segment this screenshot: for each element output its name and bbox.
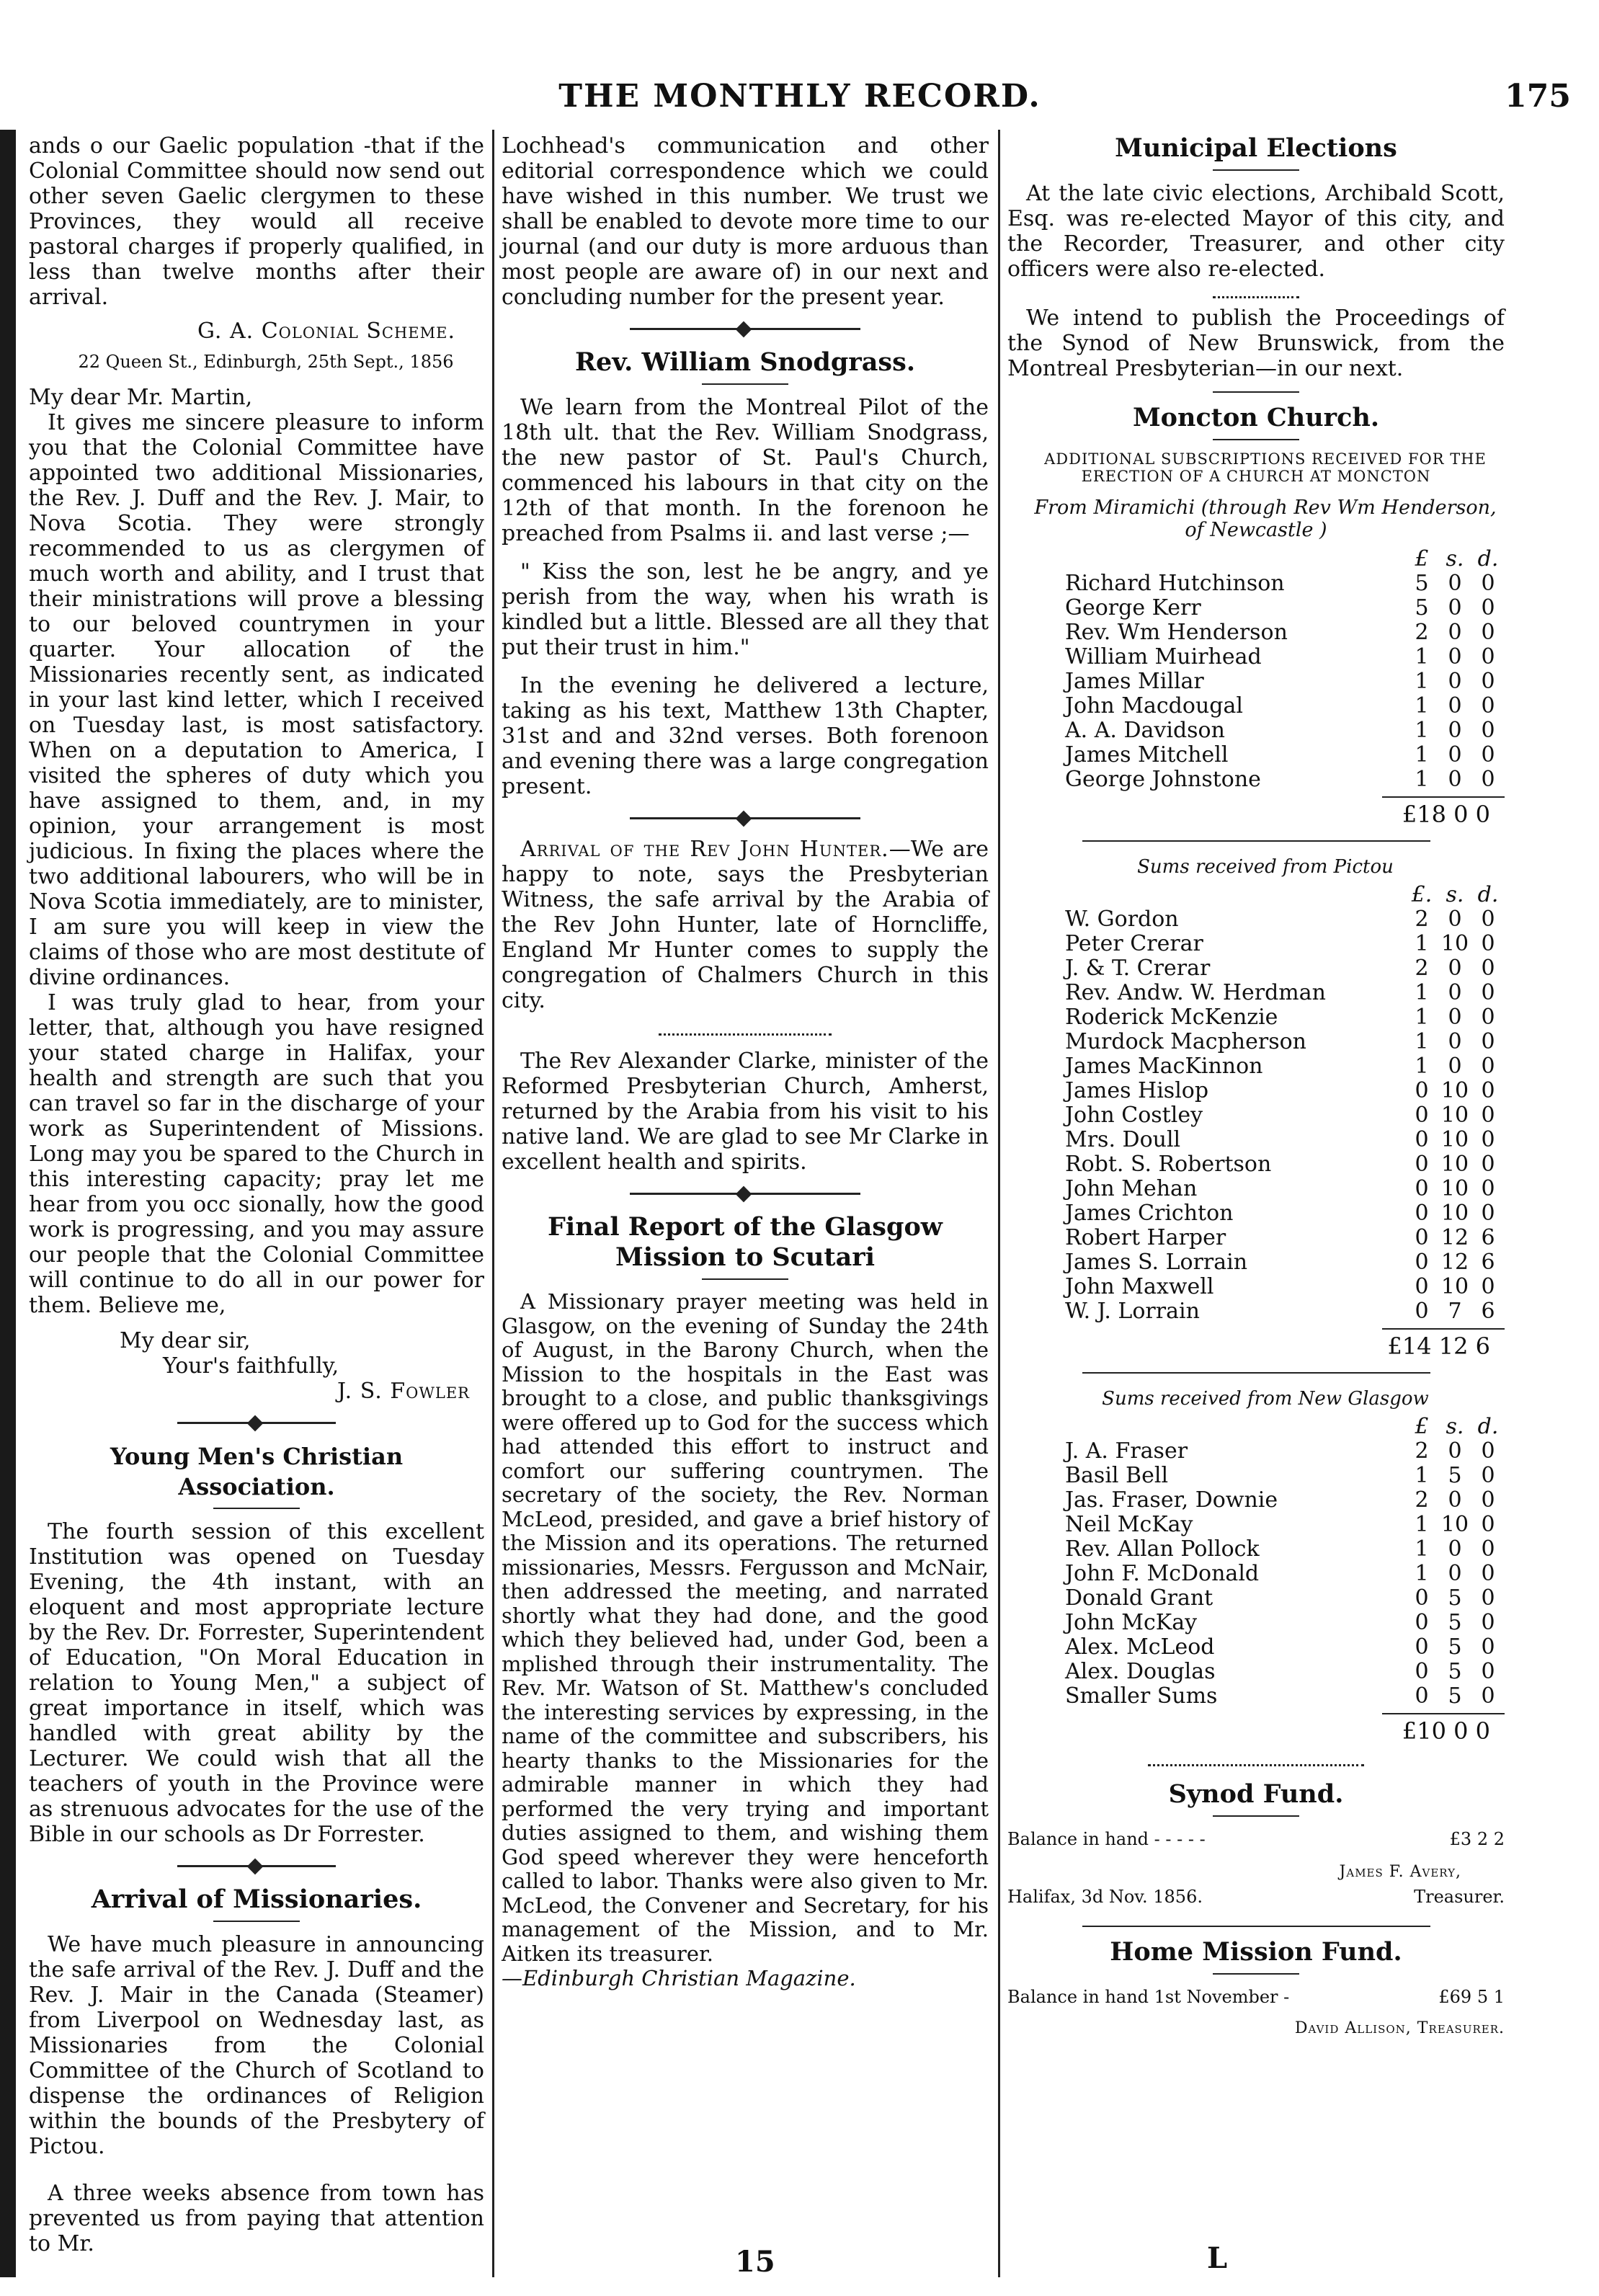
subscription-row (1007, 596, 1505, 620)
subscriber-name: Richard Hutchinson (1065, 571, 1285, 596)
subscription-row (1007, 1128, 1505, 1152)
pounds: 2 (1415, 1438, 1429, 1464)
subscriber-name: W. Gordon (1065, 907, 1179, 932)
letter-signature: J. S. Fowler (337, 1379, 470, 1404)
column-rule-1 (492, 130, 494, 2277)
shillings: 0 (1448, 595, 1462, 620)
pence: 0 (1481, 669, 1495, 694)
synod-fund-heading: Synod Fund. (1168, 1779, 1344, 1809)
subscriber-name: Neil McKay (1065, 1512, 1193, 1537)
subscription-row (1007, 1464, 1505, 1488)
subscriber-name: Roderick McKenzie (1065, 1005, 1278, 1030)
subscriber-name: Alex. Douglas (1065, 1659, 1216, 1684)
letter-closing: Your's faithfully, (163, 1353, 339, 1379)
subscription-row (1007, 1152, 1505, 1177)
pounds: 0 (1415, 1659, 1429, 1684)
pounds: 2 (1415, 620, 1429, 645)
ymca-text: The fourth session of this excellent Institution was opened on Tuesday Evening, the 4th instant, with an eloquent and most appropriate lecture by the Rev. Dr. Forrester, Superintendent of Education, "On Moral Education in relation to Young Men," a subject of great importance in itself, which was handled with great ability by the Lecturer. We could wish that all the teachers of youth in the Province were as strenuous advocates for the use of the Bible in our schools as Dr Forrester. (29, 1519, 484, 1847)
synod-note: We intend to publish the Proceedings of the Synod of New Brunswick, from the Montreal Presbyterian—in our next. (1007, 306, 1505, 381)
shillings: 0 (1448, 1054, 1462, 1079)
pence: 0 (1481, 1561, 1495, 1586)
shillings: 0 (1448, 1561, 1462, 1586)
pounds: 0 (1415, 1683, 1429, 1709)
pounds: 0 (1415, 1103, 1429, 1128)
subscription-row (1007, 1611, 1505, 1635)
moncton-heading: Moncton Church. (1132, 403, 1380, 432)
pounds: 0 (1415, 1634, 1429, 1660)
pictou-subscriptions (1007, 883, 1505, 1324)
miramichi-total: £18 0 0 (1402, 801, 1490, 828)
pence: 0 (1481, 718, 1495, 743)
new-glasgow-heading: Sums received from New Glasgow (1102, 1388, 1429, 1410)
subscriber-name: Peter Crerar (1065, 931, 1203, 956)
subscriber-name: Basil Bell (1065, 1463, 1169, 1488)
pounds: 1 (1415, 980, 1429, 1005)
pence: 0 (1481, 1152, 1495, 1177)
pence: 0 (1481, 1103, 1495, 1128)
letter-paragraph: It gives me sincere pleasure to inform you that the Colonial Committee have appointed two additional Missionaries, the Rev. J. Duff and the Rev. J. Mair, to Nova Scotia. They were strongly recommended to us as clergymen of much worth and ability, and I trust that their ministrations will prove a blessing to our beloved countrymen in your quarter. Your allocation of the Missionaries recently sent, as indicated in your last kind letter, which I received on Tuesday last, is most satisfactory. When on a deputation to America, I visited the spheres of duty which you have assigned to them, and, in my opinion, your arrangement is most judicious. In fixing the places where the two additional labourers, who will be in Nova Scotia immediately, are to minister, I am sure you will keep in view the claims of those who are most destitute of divine ordinances. (29, 410, 484, 990)
home-mission-balance (1007, 1985, 1505, 2010)
pounds: 0 (1415, 1274, 1429, 1299)
column-2 (502, 133, 989, 1991)
pence: 0 (1481, 931, 1495, 956)
subscriber-name: J. & T. Crerar (1065, 956, 1211, 981)
money-header-row (1007, 1415, 1505, 1439)
shillings: 0 (1448, 1029, 1462, 1054)
page-number: 175 (1505, 78, 1571, 115)
pounds: 1 (1415, 1029, 1429, 1054)
subscription-row (1007, 571, 1505, 596)
letter-place-date: 22 Queen St., Edinburgh, 25th Sept., 1856 (78, 352, 454, 372)
municipal-text: At the late civic elections, Archibald Scott, Esq. was re-elected Mayor of this city, and the Recorder, Treasurer, and other city officers were also re-elected. (1007, 181, 1505, 282)
letter-salutation: My dear Mr. Martin, (29, 385, 253, 410)
letter-closing: My dear sir, (120, 1328, 251, 1353)
pounds: 1 (1415, 742, 1429, 767)
pence: 0 (1481, 1536, 1495, 1562)
money-header: s. (1446, 1414, 1464, 1439)
subscriber-name: George Kerr (1065, 595, 1201, 620)
subscriber-name: George Johnstone (1065, 767, 1261, 792)
money-header-blank (1007, 1415, 1405, 1439)
section-separator (630, 1188, 860, 1199)
subscription-row (1007, 907, 1505, 932)
shillings: 10 (1440, 1078, 1469, 1103)
subscriber-name: John Macdougal (1065, 693, 1243, 718)
pence: 0 (1481, 1659, 1495, 1684)
shillings: 5 (1448, 1610, 1462, 1635)
subscriber-name: Jas. Fraser, Downie (1065, 1487, 1278, 1513)
money-header: £ (1415, 546, 1429, 571)
shillings: 0 (1448, 956, 1462, 981)
pence: 0 (1481, 1078, 1495, 1103)
snodgrass-quote: " Kiss the son, lest he be angry, and ye perish from the way, when his wrath is kindled but a little. Blessed are all they that put their trust in him." (502, 559, 989, 660)
synod-fund-balance (1007, 1827, 1505, 1852)
binding-edge (0, 130, 16, 2277)
column-rule-2 (998, 130, 1000, 2277)
shillings: 0 (1448, 742, 1462, 767)
pounds: 0 (1415, 1152, 1429, 1177)
shillings: 0 (1448, 1438, 1462, 1464)
section-separator (1213, 289, 1299, 298)
subscriber-name: James Crichton (1065, 1201, 1234, 1226)
pounds: 5 (1415, 571, 1429, 596)
shillings: 0 (1448, 1005, 1462, 1030)
subscriber-name: John Maxwell (1065, 1274, 1214, 1299)
money-header-row (1007, 883, 1505, 907)
section-separator (1148, 1757, 1364, 1766)
subscription-row (1007, 694, 1505, 718)
subscriber-name: James Millar (1065, 669, 1204, 694)
subscription-row (1007, 1488, 1505, 1513)
pence: 0 (1481, 1438, 1495, 1464)
pounds: 1 (1415, 1561, 1429, 1586)
subscriber-name: Smaller Sums (1065, 1683, 1218, 1709)
subscriber-name: John F. McDonald (1065, 1561, 1260, 1586)
pounds: 0 (1415, 1201, 1429, 1226)
pence: 0 (1481, 1005, 1495, 1030)
pounds: 0 (1415, 1585, 1429, 1611)
subscription-row (1007, 1299, 1505, 1324)
subscription-row (1007, 1660, 1505, 1684)
pence: 6 (1481, 1299, 1495, 1324)
pence: 0 (1481, 742, 1495, 767)
shillings: 0 (1448, 571, 1462, 596)
hunter-body: —We are happy to note, says the Presbyterian Witness, the safe arrival by the Arabia of the Rev John Hunter, late of Horncliffe, England Mr Hunter comes to supply the congregation of Chalmers Church in this city. (502, 837, 989, 1013)
column-1 (29, 133, 484, 2256)
subscriber-name: John McKay (1065, 1610, 1198, 1635)
subscription-row (1007, 718, 1505, 743)
money-header: d. (1477, 882, 1499, 907)
pence: 0 (1481, 571, 1495, 596)
home-mission-signer: David Allison, Treasurer. (1294, 2019, 1505, 2037)
shillings: 10 (1440, 1152, 1469, 1177)
shillings: 10 (1440, 1201, 1469, 1226)
heading-rule (1213, 439, 1299, 440)
section-separator (659, 1026, 832, 1036)
heading-rule (702, 383, 788, 385)
total-rule (1382, 1713, 1505, 1714)
heading-rule (1213, 1973, 1299, 1975)
shillings: 10 (1440, 1274, 1469, 1299)
subscription-row (1007, 669, 1505, 694)
shillings: 10 (1440, 931, 1469, 956)
pounds: 0 (1415, 1225, 1429, 1250)
synod-signer-role: Treasurer. (1414, 1887, 1505, 1907)
pounds: 2 (1415, 907, 1429, 932)
subscription-row (1007, 1537, 1505, 1562)
section-separator (177, 1860, 336, 1872)
shillings: 0 (1448, 1536, 1462, 1562)
subscription-row (1007, 1250, 1505, 1275)
pounds: 0 (1415, 1610, 1429, 1635)
synod-signer: James F. Avery, (1339, 1863, 1461, 1881)
moncton-subheading: ADDITIONAL SUBSCRIPTIONS RECEIVED FOR THE ERECTION OF A CHURCH AT MONCTON (1044, 450, 1487, 485)
subscription-row (1007, 932, 1505, 956)
subscriber-name: W. J. Lorrain (1065, 1299, 1200, 1324)
subscription-row (1007, 620, 1505, 645)
subscription-row (1007, 1439, 1505, 1464)
new-glasgow-subscriptions (1007, 1415, 1505, 1709)
clarke-text: The Rev Alexander Clarke, minister of the Reformed Presbyterian Church, Amherst, returned by the Arabia from his visit to his native land. We are glad to see Mr Clarke in excellent health and spirits. (502, 1049, 989, 1175)
synod-place-date: Halifax, 3d Nov. 1856. (1007, 1887, 1203, 1907)
hunter-lead: Arrival of the Rev John Hunter. (520, 837, 889, 862)
pence: 0 (1481, 907, 1495, 932)
heading-rule (213, 1921, 300, 1922)
pounds: 0 (1415, 1078, 1429, 1103)
column-3 (1007, 133, 1505, 2041)
glasgow-mission-source: —Edinburgh Christian Magazine. (502, 1966, 856, 1990)
pictou-heading: Sums received from Pictou (1137, 856, 1394, 878)
section-separator (1213, 391, 1299, 393)
shillings: 0 (1448, 693, 1462, 718)
pence: 0 (1481, 595, 1495, 620)
section-separator (1082, 1372, 1430, 1374)
pence: 0 (1481, 1054, 1495, 1079)
glasgow-mission-text: A Missionary prayer meeting was held in Glasgow, on the evening of Sunday the 24th of August, in the Barony Church, when the Mission to the hospitals in the East was brought to a close, and public thanksgivings were offered up to God for the success which had attended this effort to instruct and comfort our suffering countrymen. The secretary of the society, the Rev. Norman McLeod, presided, and gave a brief history of the Mission and its operations. The returned missionaries, Messrs. Fergusson and McNair, then addressed the meeting, and narrated shortly what they had done, and the good which they believed had, under God, been a mplished through their instrumentality. The Rev. Mr. Watson of St. Matthew's concluded the interesting services by expressing, in the name of the committee and subscribers, his hearty thanks to the Missionaries for the admirable manner in which they had performed the very trying and important duties assigned to them, and wishing them God speed wherever they were henceforth called to labor. Thanks were also given to Mr. McLeod, the Convener and Secretary, for his management of the Mission, and to Mr. Aitken its treasurer. (502, 1289, 989, 1966)
subscriber-name: John Mehan (1065, 1176, 1198, 1201)
pounds: 1 (1415, 693, 1429, 718)
letter-signature-scheme: G. A. Colonial Scheme. (197, 319, 455, 344)
new-glasgow-total: £10 0 0 (1402, 1717, 1490, 1745)
pence: 0 (1481, 1683, 1495, 1709)
subscriber-name: Donald Grant (1065, 1585, 1213, 1611)
subscriber-name: J. A. Fraser (1065, 1438, 1188, 1464)
subscription-row (1007, 1079, 1505, 1103)
pounds: 0 (1415, 1127, 1429, 1152)
section-separator (630, 812, 860, 824)
subscriber-name: Robert Harper (1065, 1225, 1226, 1250)
heading-rule (1213, 1815, 1299, 1817)
pounds: 1 (1415, 1463, 1429, 1488)
pence: 6 (1481, 1250, 1495, 1275)
shillings: 0 (1448, 1487, 1462, 1513)
subscriber-name: Rev. Andw. W. Herdman (1065, 980, 1326, 1005)
arrival-heading: Arrival of Missionaries. (91, 1885, 422, 1914)
shillings: 12 (1440, 1250, 1469, 1275)
subscription-row (1007, 1030, 1505, 1054)
pence: 6 (1481, 1225, 1495, 1250)
subscriber-name: James S. Lorrain (1065, 1250, 1248, 1275)
subscription-row (1007, 1275, 1505, 1299)
shillings: 0 (1448, 620, 1462, 645)
money-header-row (1007, 547, 1505, 571)
subscriber-name: Alex. McLeod (1065, 1634, 1215, 1660)
subscriber-name: Murdock Macpherson (1065, 1029, 1306, 1054)
pence: 0 (1481, 620, 1495, 645)
total-rule (1382, 1328, 1505, 1330)
glasgow-mission-heading: Final Report of the Glasgow Mission to Scutari (548, 1212, 943, 1272)
absence-text: A three weeks absence from town has prevented us from paying that attention to Mr. (29, 2181, 484, 2256)
pounds: 0 (1415, 1299, 1429, 1324)
pence: 0 (1481, 1463, 1495, 1488)
subscription-row (1007, 1201, 1505, 1226)
letter-paragraph: I was truly glad to hear, from your letter, that, although you have resigned your stated charge in Halifax, your health and strength are such that you can travel so far in the discharge of your work as Superintendent of Missions. Long may you be spared to the Church in this interesting capacity; pray let me hear from you occ sionally, how the good work is progressing, and you may assure our people that the Colonial Committee will continue to do all in our power for them. Believe me, (29, 990, 484, 1318)
heading-rule (213, 1508, 300, 1509)
pictou-total: £14 12 6 (1387, 1332, 1490, 1360)
subscription-row (1007, 956, 1505, 981)
pence: 0 (1481, 1585, 1495, 1611)
shillings: 7 (1448, 1299, 1462, 1324)
heading-rule (1213, 169, 1299, 171)
subscriber-name: Rev. Wm Henderson (1065, 620, 1288, 645)
subscription-row (1007, 1054, 1505, 1079)
shillings: 10 (1440, 1103, 1469, 1128)
money-header: d. (1477, 546, 1499, 571)
subscriber-name: John Costley (1065, 1103, 1203, 1128)
snodgrass-heading: Rev. William Snodgrass. (574, 347, 916, 377)
subscriber-name: James Hislop (1065, 1078, 1209, 1103)
subscription-row (1007, 1562, 1505, 1586)
pence: 0 (1481, 1274, 1495, 1299)
pence: 0 (1481, 693, 1495, 718)
money-header: s. (1446, 546, 1464, 571)
snodgrass-text: We learn from the Montreal Pilot of the 18th ult. that the Rev. William Snodgrass, the new pastor of St. Paul's Church, commenced his labours in that city on the 12th of that month. In the forenoon he preached from Psalms ii. and last verse ;— (502, 395, 989, 546)
shillings: 5 (1448, 1463, 1462, 1488)
shillings: 0 (1448, 767, 1462, 792)
subscription-row (1007, 1005, 1505, 1030)
pence: 0 (1481, 1487, 1495, 1513)
pence: 0 (1481, 980, 1495, 1005)
arrival-text: We have much pleasure in announcing the safe arrival of the Rev. J. Duff and the Rev. J. Mair in the Canada (Steamer) from Liverpool on Wednesday last, as Missionaries from the Colonial Committee of the Church of Scotland to dispense the ordinances of Religion within the bounds of the Presbytery of Pictou. (29, 1932, 484, 2159)
hunter-text (502, 837, 989, 1013)
pounds: 1 (1415, 931, 1429, 956)
shillings: 12 (1440, 1225, 1469, 1250)
money-header: s. (1446, 882, 1464, 907)
pence: 0 (1481, 1127, 1495, 1152)
pence: 0 (1481, 1029, 1495, 1054)
pounds: 2 (1415, 1487, 1429, 1513)
heading-rule (702, 1278, 788, 1280)
municipal-heading: Municipal Elections (1115, 133, 1397, 163)
synod-balance-value: £3 2 2 (1449, 1829, 1505, 1849)
miramichi-subscriptions (1007, 547, 1505, 792)
subscription-row (1007, 1635, 1505, 1660)
subscription-row (1007, 1103, 1505, 1128)
shillings: 10 (1440, 1127, 1469, 1152)
pounds: 1 (1415, 1054, 1429, 1079)
pence: 0 (1481, 1634, 1495, 1660)
synod-fund-footer (1007, 1885, 1505, 1910)
pounds: 1 (1415, 1536, 1429, 1562)
signature-number: 15 (735, 2245, 775, 2279)
money-header: d. (1477, 1414, 1499, 1439)
shillings: 0 (1448, 980, 1462, 1005)
section-separator (1082, 840, 1430, 842)
subscription-row (1007, 1684, 1505, 1709)
printer-mark: L (1207, 2241, 1228, 2275)
pounds: 1 (1415, 669, 1429, 694)
subscriber-name: James MacKinnon (1065, 1054, 1263, 1079)
money-header-blank (1007, 547, 1405, 571)
shillings: 5 (1448, 1683, 1462, 1709)
pence: 0 (1481, 1176, 1495, 1201)
pounds: 2 (1415, 956, 1429, 981)
pounds: 1 (1415, 644, 1429, 669)
total-rule (1382, 796, 1505, 798)
home-balance-label: Balance in hand 1st November - (1007, 1987, 1290, 2007)
subscriber-name: Mrs. Doull (1065, 1127, 1181, 1152)
editorial-note: Lochhead's communication and other editorial correspondence which we could have wished in this number. We trust we shall be enabled to devote more time to our journal (and our duty is more arduous than most people are aware of) in our next and concluding number for the present year. (502, 133, 989, 310)
subscriber-name: Robt. S. Robertson (1065, 1152, 1272, 1177)
pounds: 0 (1415, 1250, 1429, 1275)
shillings: 0 (1448, 718, 1462, 743)
home-mission-heading: Home Mission Fund. (1110, 1937, 1402, 1967)
pence: 0 (1481, 767, 1495, 792)
page-header (29, 78, 1571, 121)
subscription-row (1007, 1177, 1505, 1201)
pence: 0 (1481, 1610, 1495, 1635)
snodgrass-text: In the evening he delivered a lecture, taking as his text, Matthew 13th Chapter, 31st and and 32nd verses. Both forenoon and evening there was a large congregation present. (502, 673, 989, 799)
shillings: 0 (1448, 669, 1462, 694)
subscription-row (1007, 1226, 1505, 1250)
pounds: 1 (1415, 1512, 1429, 1537)
subscriber-name: James Mitchell (1065, 742, 1229, 767)
money-header-blank (1007, 883, 1405, 907)
subscription-row (1007, 981, 1505, 1005)
section-separator (177, 1417, 336, 1428)
pence: 0 (1481, 1201, 1495, 1226)
subscriber-name: A. A. Davidson (1065, 718, 1225, 743)
pounds: 0 (1415, 1176, 1429, 1201)
synod-balance-label: Balance in hand - - - - - (1007, 1829, 1206, 1849)
subscription-row (1007, 743, 1505, 767)
subscription-row (1007, 767, 1505, 792)
subscriber-name: Rev. Allan Pollock (1065, 1536, 1260, 1562)
section-separator (630, 323, 860, 334)
pounds: 1 (1415, 718, 1429, 743)
section-separator (1082, 1926, 1430, 1927)
shillings: 10 (1440, 1512, 1469, 1537)
subscriber-name: William Muirhead (1065, 644, 1262, 669)
home-balance-value: £69 5 1 (1438, 1987, 1505, 2007)
lead-paragraph: ands o our Gaelic population -that if the Colonial Committee should now send out other seven Gaelic clergymen to these Provinces, they would all receive pastoral charges if properly qualified, in less than twelve months after their arrival. (29, 133, 484, 310)
money-header: £. (1411, 882, 1433, 907)
miramichi-heading: From Miramichi (through Rev Wm Henderson, of Newcastle ) (1034, 497, 1497, 541)
pence: 0 (1481, 956, 1495, 981)
shillings: 10 (1440, 1176, 1469, 1201)
pounds: 1 (1415, 767, 1429, 792)
shillings: 0 (1448, 907, 1462, 932)
ymca-heading: Young Men's Christian Association. (110, 1443, 404, 1500)
pence: 0 (1481, 1512, 1495, 1537)
pence: 0 (1481, 644, 1495, 669)
shillings: 5 (1448, 1659, 1462, 1684)
shillings: 5 (1448, 1634, 1462, 1660)
money-header: £ (1415, 1414, 1429, 1439)
shillings: 5 (1448, 1585, 1462, 1611)
subscription-row (1007, 1586, 1505, 1611)
shillings: 0 (1448, 644, 1462, 669)
subscription-row (1007, 1513, 1505, 1537)
pounds: 5 (1415, 595, 1429, 620)
subscription-row (1007, 645, 1505, 669)
publication-title: THE MONTHLY RECORD. (558, 78, 1041, 115)
pounds: 1 (1415, 1005, 1429, 1030)
